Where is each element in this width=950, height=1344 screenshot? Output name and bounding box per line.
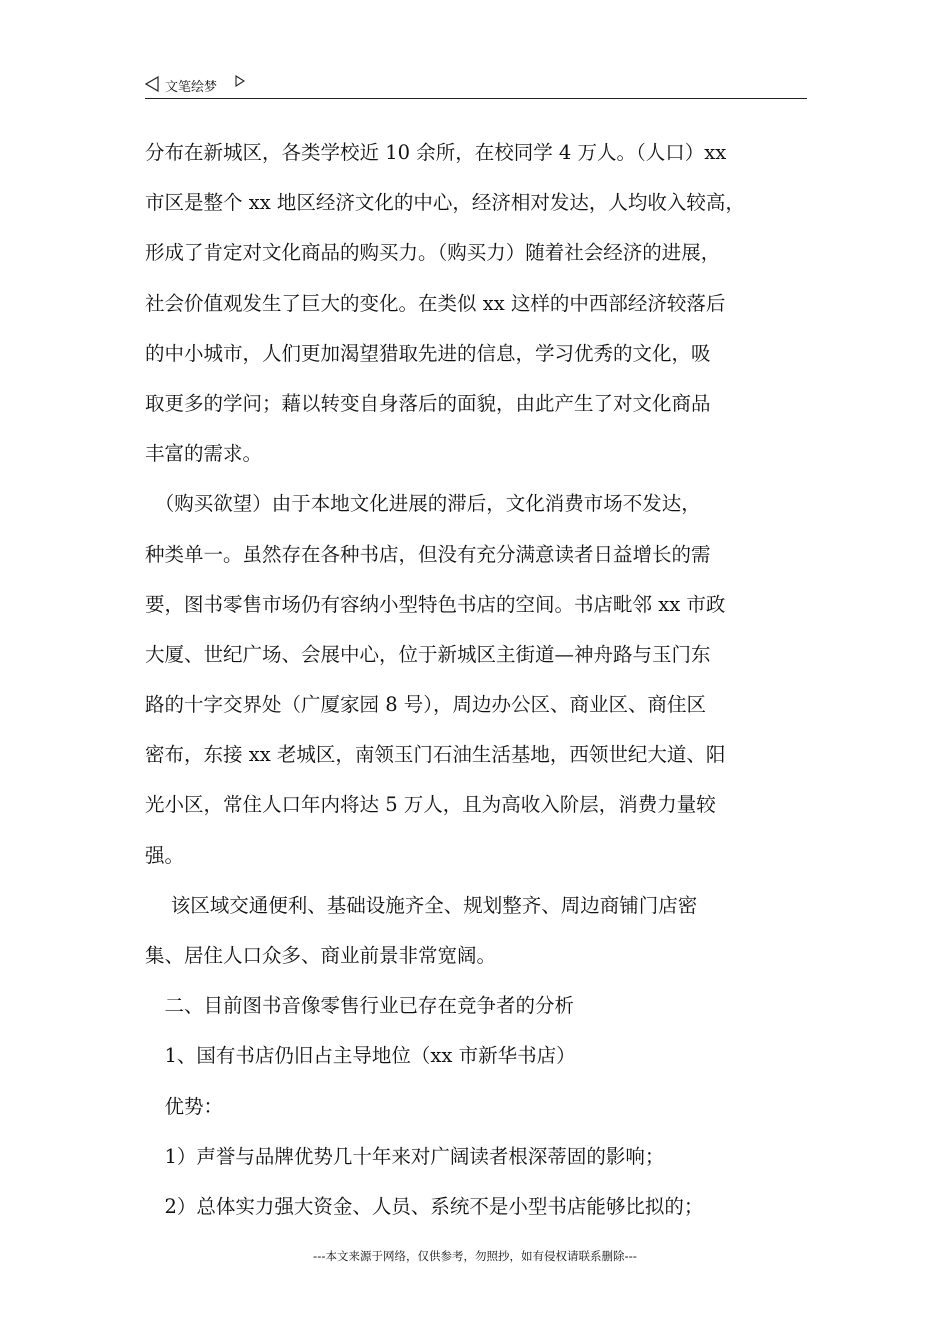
page-header <box>145 72 807 99</box>
document-body <box>145 128 810 1232</box>
text-line: 要，图书零售市场仍有容纳小型特色书店的空间。书店毗邻 xx 市政 <box>145 592 726 616</box>
text-line: 大厦、世纪广场、会展中心，位于新城区主街道—神舟路与玉门东 <box>145 642 711 666</box>
text-line: 种类单一。虽然存在各种书店，但没有充分满意读者日益增长的需 <box>145 542 711 566</box>
text-line: 该区域交通便利、基础设施齐全、规划整齐、周边商铺门店密 <box>145 893 698 917</box>
text-line: 形成了肯定对文化商品的购买力。（购买力）随着社会经济的进展， <box>145 241 721 265</box>
left-triangle-icon <box>145 76 159 92</box>
text-line: 分布在新城区，各类学校近 10 余所，在校同学 4 万人。（人口）xx <box>145 141 727 164</box>
text-line: 路的十字交界处（广厦家园 8 号），周边办公区、商业区、商住区 <box>145 693 707 717</box>
list-item: 2）总体实力强大资金、人员、系统不是小型书店能够比拟的； <box>145 1194 704 1218</box>
list-item: 1）声誉与品牌优势几十年来对广阔读者根深蒂固的影响； <box>145 1144 665 1168</box>
text-line: 的中小城市，人们更加渴望猎取先进的信息，学习优秀的文化，吸 <box>145 341 711 365</box>
page-footer: ---本文来源于网络，仅供参考，勿照抄，如有侵权请联系删除--- <box>313 1249 637 1263</box>
right-triangle-icon <box>235 75 245 87</box>
text-line: 丰富的需求。 <box>145 442 263 466</box>
header-brand: 文笔绘梦 <box>165 80 218 95</box>
text-line: 集、居住人口众多、商业前景非常宽阔。 <box>145 944 497 967</box>
text-line: （购买欲望）由于本地文化进展的滞后，文化消费市场不发达， <box>145 492 701 516</box>
text-line: 光小区，常住人口年内将达 5 万人，且为高收入阶层，消费力量较 <box>145 793 716 817</box>
text-line: 强。 <box>145 843 185 867</box>
text-line: 取更多的学问；藉以转变自身落后的面貌，由此产生了对文化商品 <box>145 391 711 415</box>
text-line: 优势： <box>145 1094 224 1118</box>
section-heading: 二、目前图书音像零售行业已存在竞争者的分析 <box>145 994 575 1018</box>
subsection-heading: 1、国有书店仍旧占主导地位（xx 市新华书店） <box>145 1044 576 1068</box>
text-line: 社会价值观发生了巨大的变化。在类似 xx 这样的中西部经济较落后 <box>145 291 726 315</box>
text-line: 市区是整个 xx 地区经济文化的中心，经济相对发达，人均收入较高， <box>145 191 745 215</box>
text-line: 密布，东接 xx 老城区，南领玉门石油生活基地，西领世纪大道、阳 <box>145 743 726 767</box>
